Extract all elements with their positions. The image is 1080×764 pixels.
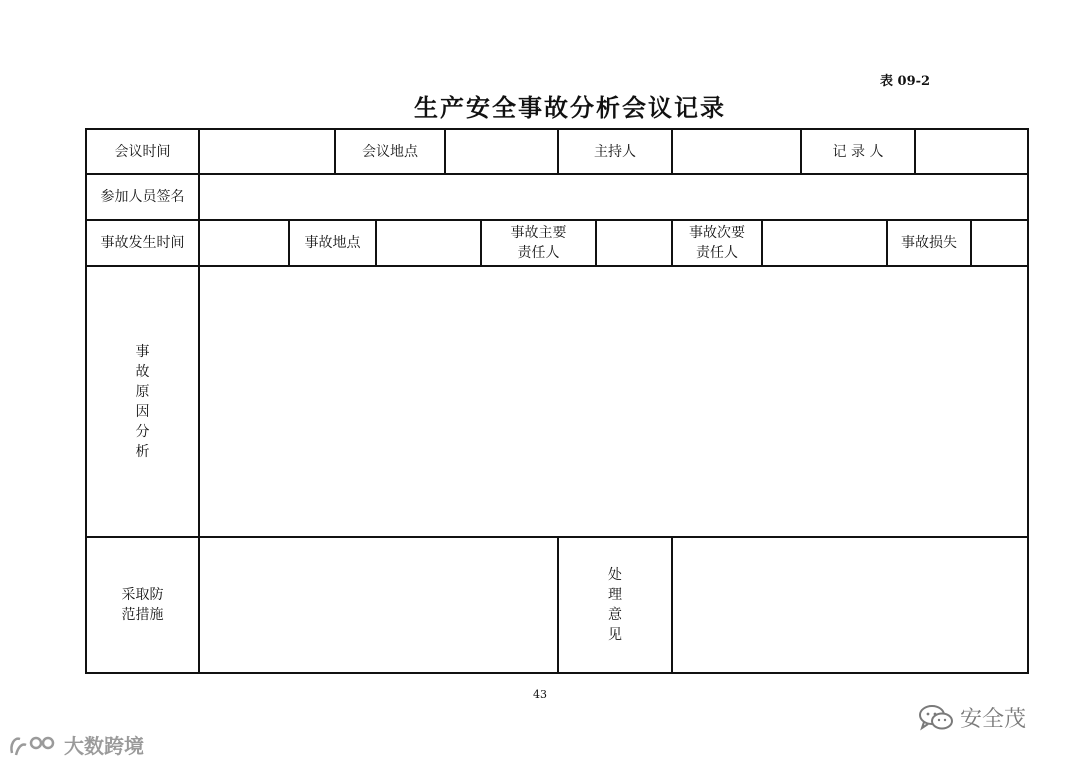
measures-field[interactable] xyxy=(200,538,557,672)
meeting-place-label: 会议地点 xyxy=(362,143,418,160)
recorder-label: 记 录 人 xyxy=(832,143,884,160)
cause-analysis-field[interactable] xyxy=(200,267,1027,536)
accident-loss-field[interactable] xyxy=(972,221,1027,265)
host-label: 主持人 xyxy=(594,143,636,160)
brand-logo-icon xyxy=(8,733,60,757)
recorder-field[interactable] xyxy=(916,130,1027,173)
wechat-icon xyxy=(918,704,954,732)
cause-analysis-label: 事故原因分析 xyxy=(135,343,150,460)
attendees-label: 参加人员签名 xyxy=(100,189,185,205)
accident-time-field[interactable] xyxy=(200,221,288,265)
watermark-right xyxy=(918,702,1026,733)
meeting-time-label: 会议时间 xyxy=(114,143,171,160)
measures-label: 采取防 范措施 xyxy=(121,587,164,623)
attendees-signature-field[interactable] xyxy=(200,175,1027,219)
secondary-responsible-field[interactable] xyxy=(763,221,886,265)
primary-responsible-field[interactable] xyxy=(597,221,671,265)
page-title: 生产安全事故分析会议记录 xyxy=(414,93,726,122)
watermark-left-text: 大数跨境 xyxy=(64,734,144,758)
page-number: 43 xyxy=(533,688,547,701)
accident-place-field[interactable] xyxy=(377,221,480,265)
cause-analysis-label-cell xyxy=(87,267,198,536)
secondary-responsible-label: 事故次要 责任人 xyxy=(689,225,745,261)
accident-loss-label: 事故损失 xyxy=(901,235,957,251)
meeting-place-field[interactable] xyxy=(446,130,557,173)
host-field[interactable] xyxy=(673,130,800,173)
meeting-time-field[interactable] xyxy=(200,130,334,173)
form-code: 表 09-2 xyxy=(880,74,931,89)
accident-place-label: 事故地点 xyxy=(304,235,361,251)
handling-opinion-label: 处理意见 xyxy=(608,567,622,643)
watermark-right-text: 安全茂 xyxy=(960,707,1027,732)
handling-opinion-field[interactable] xyxy=(673,538,1027,672)
primary-responsible-label: 事故主要 责任人 xyxy=(510,225,567,261)
accident-time-label: 事故发生时间 xyxy=(100,235,185,251)
handling-opinion-label-cell xyxy=(559,538,671,672)
watermark-left xyxy=(8,730,144,759)
